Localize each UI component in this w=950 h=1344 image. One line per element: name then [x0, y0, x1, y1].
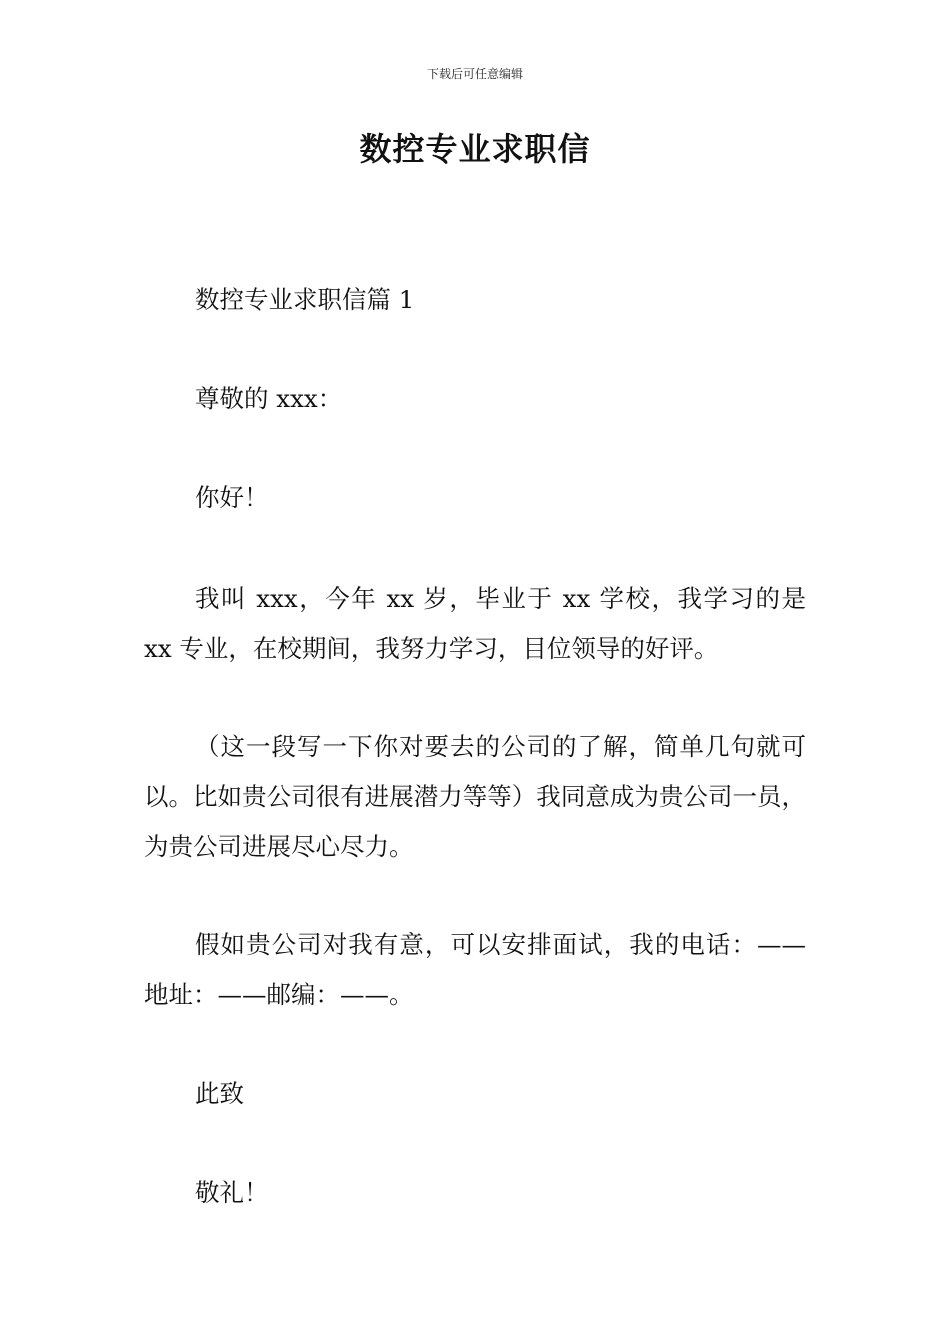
- company-paragraph: （这一段写一下你对要去的公司的了解，简单几句就可以。比如贵公司很有进展潜力等等）我同意成为贵公司一员，为贵公司进展尽心尽力。: [144, 732, 806, 861]
- closing-regards: 敬礼！: [195, 1178, 269, 1207]
- greeting: 你好！: [195, 483, 269, 512]
- section-heading: 数控专业求职信篇 1: [195, 285, 415, 314]
- header-note: 下载后可任意编辑: [426, 67, 523, 81]
- closing-line: 此致: [195, 1079, 244, 1108]
- intro-paragraph: 我叫 xxx，今年 xx 岁，毕业于 xx 学校，我学习的是 xx 专业，在校期间，我努力学习，目位领导的好评。: [144, 584, 806, 663]
- contact-paragraph: 假如贵公司对我有意，可以安排面试，我的电话：——地址：——邮编：——。: [144, 930, 806, 1009]
- document-title: 数控专业求职信: [359, 130, 591, 168]
- salutation: 尊敬的 xxx：: [195, 384, 343, 413]
